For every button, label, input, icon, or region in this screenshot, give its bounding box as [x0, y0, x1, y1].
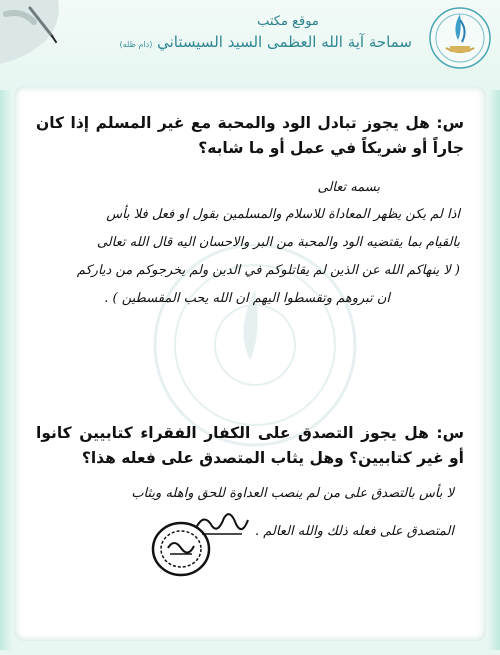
answer-line: بالقيام بما يقتضيه الود والمحبة من البر والاحسان اليه قال الله تعالى [96, 235, 460, 250]
question-1: س: هل يجوز تبادل الود والمحبة مع غير المسلم إذا كان جاراً أو شريكاً في عمل أو ما شابه؟ [36, 114, 464, 157]
answer-line: بسمه تعالى [317, 180, 380, 195]
answer-line: المتصدق على فعله ذلك والله العالم . [254, 524, 454, 539]
answer-line: ان تبروهم وتقسطوا اليهم ان الله يحب المقسطين ) . [104, 291, 390, 306]
office-title-text: سماحة آية الله العظمى السيد السيستاني [157, 33, 412, 51]
office-logo-icon[interactable] [428, 6, 492, 70]
site-label: موقع مكتب [257, 14, 319, 29]
answer-1 [40, 180, 460, 330]
office-title [82, 33, 412, 51]
left-frame [0, 90, 12, 650]
official-seal-stamp [150, 520, 212, 578]
quill-pen-icon [0, 0, 80, 70]
answer-line: ( لا ينهاكم الله عن الذين لم يقاتلوكم في الدين ولم يخرجوكم من دياركم [76, 263, 460, 278]
question-2: س: هل يجوز التصدق على الكفار الفقراء كتابيين كانوا أو غير كتابيين؟ وهل يثاب المتصدق على فعله هذا؟ [36, 424, 464, 467]
answer-line: اذا لم يكن يظهر المعاداة للاسلام والمسلمين بقول او فعل فلا بأس [106, 207, 460, 222]
answer-line: لا بأس بالتصدق على من لم ينصب العداوة للحق واهله ويثاب [131, 486, 454, 501]
honorific-text: (دام ظله) [119, 40, 153, 49]
site-header [0, 0, 500, 90]
right-frame [488, 90, 500, 650]
